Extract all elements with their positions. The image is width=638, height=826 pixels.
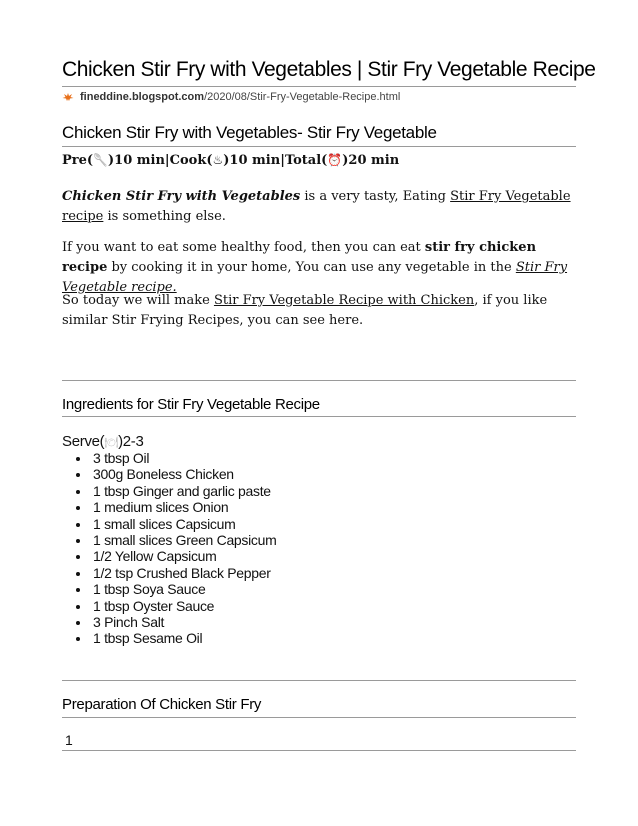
preparation-divider bbox=[62, 717, 576, 718]
ingredient-item: 1 small slices Capsicum bbox=[76, 516, 276, 532]
plate-icon: 🍽 bbox=[104, 437, 119, 449]
section-divider bbox=[62, 380, 576, 381]
prep-value: )10 min bbox=[108, 153, 165, 168]
serve-label: Serve( bbox=[62, 433, 105, 450]
total-label: Total( bbox=[284, 153, 328, 168]
ingredient-item: 3 Pinch Salt bbox=[76, 614, 276, 630]
ingredient-item: 1 small slices Green Capsicum bbox=[76, 532, 276, 548]
ingredient-item: 1 medium slices Onion bbox=[76, 499, 276, 515]
recipe-times bbox=[62, 153, 399, 168]
total-value: )20 min bbox=[342, 153, 400, 168]
serving-info bbox=[62, 433, 144, 450]
paragraph-text: , if you like similar Stir Frying Recipes, you can see here. bbox=[62, 293, 548, 328]
step-number: 1 bbox=[65, 732, 73, 748]
stir-fry-recipe-link[interactable]: Stir Fry Vegetable recipe bbox=[62, 189, 571, 224]
heading-divider bbox=[62, 146, 576, 147]
ingredient-item: 1/2 Yellow Capsicum bbox=[76, 548, 276, 564]
intro-paragraph bbox=[62, 187, 576, 227]
paragraph-text: So today we will make bbox=[62, 293, 214, 308]
bold-text: stir fry chicken recipe bbox=[62, 240, 537, 275]
ingredients-heading: Ingredients for Stir Fry Vegetable Recipe bbox=[62, 396, 320, 413]
prep-label: Pre( bbox=[62, 153, 94, 168]
source-domain: fineddine.blogspot.com bbox=[80, 91, 205, 103]
paragraph-text: by cooking it in your home, You can use any vegetable in the bbox=[107, 260, 516, 275]
step-divider bbox=[62, 750, 576, 751]
source-url[interactable] bbox=[62, 91, 400, 103]
spoon-icon: 🥄 bbox=[93, 153, 108, 167]
article-heading: Chicken Stir Fry with Vegetables- Stir Fry Vegetable bbox=[62, 123, 437, 142]
site-favicon-icon bbox=[62, 92, 74, 102]
healthy-food-paragraph bbox=[62, 238, 576, 298]
time-separator: | bbox=[164, 153, 170, 168]
time-separator: | bbox=[280, 153, 285, 168]
source-path: /2020/08/Stir-Fry-Vegetable-Recipe.html bbox=[204, 91, 401, 103]
title-divider bbox=[62, 86, 576, 87]
ingredient-item: 1 tbsp Soya Sauce bbox=[76, 581, 276, 597]
steam-icon: ♨ bbox=[212, 153, 224, 167]
stir-fry-recipe-italic-link[interactable]: Stir Fry Vegetable recipe. bbox=[62, 260, 568, 295]
alarm-clock-icon: ⏰ bbox=[327, 153, 343, 167]
paragraph-text: is a very tasty, Eating bbox=[300, 189, 451, 204]
ingredient-item: 1 tbsp Sesame Oil bbox=[76, 630, 276, 646]
paragraph-text: If you want to eat some healthy food, then you can eat bbox=[62, 240, 425, 255]
section-divider bbox=[62, 680, 576, 681]
ingredients-divider bbox=[62, 416, 576, 417]
ingredient-item: 1 tbsp Ginger and garlic paste bbox=[76, 483, 276, 499]
emphasis-text: Chicken Stir Fry with Vegetables bbox=[62, 189, 301, 204]
ingredient-item: 1 tbsp Oyster Sauce bbox=[76, 598, 276, 614]
ingredient-item: 1/2 tsp Crushed Black Pepper bbox=[76, 565, 276, 581]
ingredient-item: 3 tbsp Oil bbox=[76, 450, 276, 466]
preparation-heading: Preparation Of Chicken Stir Fry bbox=[62, 696, 262, 713]
paragraph-text: is something else. bbox=[103, 209, 226, 224]
ingredients-list bbox=[76, 450, 276, 647]
recipe-with-chicken-link[interactable]: Stir Fry Vegetable Recipe with Chicken bbox=[213, 293, 475, 308]
today-paragraph bbox=[62, 291, 576, 331]
cook-value: )10 min bbox=[223, 153, 281, 168]
cook-label: Cook( bbox=[169, 153, 213, 168]
ingredient-item: 300g Boneless Chicken bbox=[76, 466, 276, 482]
serve-value: )2-3 bbox=[118, 433, 144, 450]
page-title: Chicken Stir Fry with Vegetables | Stir Fry Vegetable Recipe bbox=[62, 58, 596, 81]
